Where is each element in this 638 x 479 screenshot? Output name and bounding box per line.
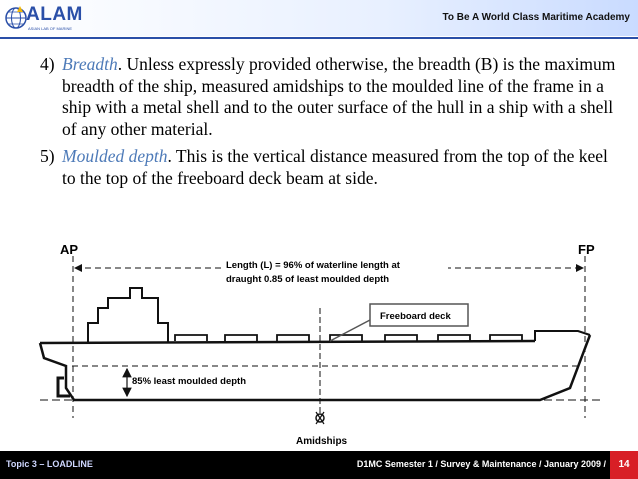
definition-item-breadth xyxy=(40,54,620,140)
ship-diagram xyxy=(30,238,610,450)
definition-text: . Unless expressly provided otherwise, the breadth (B) is the maximum breadth of the ship, measured amidships to the moulded line of the frame in a ship with a metal shell and to the outer surface of the hull in a ship with a shell of any other material. xyxy=(62,54,616,139)
definition-item-moulded-depth xyxy=(40,146,620,189)
fp-label: FP xyxy=(578,242,595,257)
length-label-line2: draught 0.85 of least moulded depth xyxy=(226,274,390,285)
definition-text: . This is the vertical distance measured from the top of the keel to the top of the freeboard deck beam at side. xyxy=(62,146,608,188)
ap-label: AP xyxy=(60,242,79,257)
depth-label: 85% least moulded depth xyxy=(132,376,247,387)
header-divider xyxy=(0,37,638,39)
freeboard-label: Freeboard deck xyxy=(380,311,451,322)
alam-logo xyxy=(4,2,83,34)
academy-motto: To Be A World Class Maritime Academy xyxy=(442,12,630,23)
footer-course: D1MC Semester 1 / Survey & Maintenance / January 2009 / xyxy=(356,459,606,469)
item-number: 5) xyxy=(40,146,55,166)
page-number: 14 xyxy=(610,451,638,479)
amidships-symbol-icon xyxy=(316,412,324,424)
forecastle xyxy=(535,331,590,341)
term-moulded-depth: Moulded depth xyxy=(62,146,168,166)
slide-header xyxy=(0,0,638,36)
term-breadth: Breadth xyxy=(62,54,118,74)
logo-text: ALAM xyxy=(26,4,83,25)
ship-profile-drawing xyxy=(30,238,610,450)
length-label-line1: Length (L) = 96% of waterline length at xyxy=(226,260,400,271)
superstructure xyxy=(88,288,168,343)
amidships-label: Amidships xyxy=(296,436,348,447)
slide-content xyxy=(40,54,620,195)
hull-outline xyxy=(40,335,590,400)
slide-footer xyxy=(0,451,638,479)
footer-topic: Topic 3 – LOADLINE xyxy=(6,459,93,469)
freeboard-leader-line xyxy=(330,320,370,341)
item-number: 4) xyxy=(40,54,55,74)
logo-subtext: ASIAN LAB OF MARINE xyxy=(28,26,73,31)
